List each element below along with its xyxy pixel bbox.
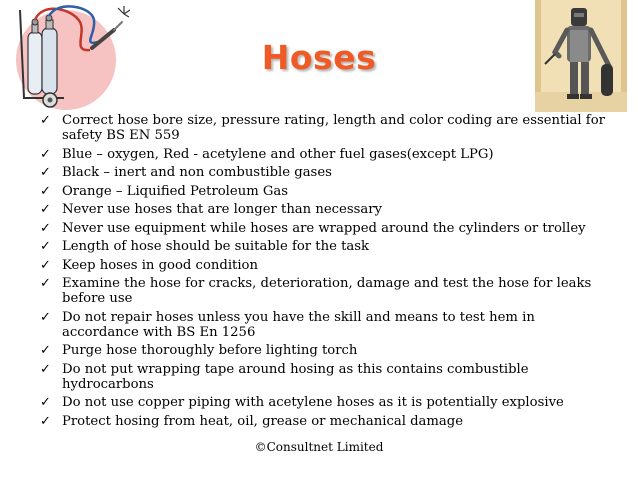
bullet-text: Never use hoses that are longer than necessary <box>62 202 382 217</box>
slide-title: Hoses <box>261 38 377 77</box>
list-item <box>40 362 615 392</box>
list-item <box>40 414 615 429</box>
checkmark-icon: ✓ <box>40 276 51 291</box>
checkmark-icon: ✓ <box>40 146 51 162</box>
bullet-text: Length of hose should be suitable for the task <box>62 239 369 254</box>
bullet-text: Do not use copper piping with acetylene hoses as it is potentially explosive <box>62 395 564 410</box>
bullet-text: Blue – oxygen, Red - acetylene and other fuel gases(except LPG) <box>62 146 494 162</box>
checkmark-icon: ✓ <box>40 113 51 128</box>
list-item <box>40 184 615 199</box>
list-item <box>40 310 615 340</box>
checkmark-icon: ✓ <box>40 361 51 377</box>
bullet-text: Never use equipment while hoses are wrapped around the cylinders or trolley <box>62 220 586 236</box>
checkmark-icon: ✓ <box>40 309 51 325</box>
checkmark-icon: ✓ <box>40 165 51 180</box>
footer-copyright: ©Consultnet Limited <box>254 440 384 454</box>
checkmark-icon: ✓ <box>40 183 51 199</box>
list-item <box>40 258 615 273</box>
checkmark-icon: ✓ <box>40 413 51 429</box>
bullet-text: Do not put wrapping tape around hosing as this contains combustible hydrocarbons <box>62 361 529 392</box>
list-item <box>40 395 615 410</box>
list-item <box>40 276 615 306</box>
list-item <box>40 147 615 162</box>
list-item <box>40 165 615 180</box>
bullet-text: Black – inert and non combustible gases <box>62 165 332 180</box>
checkmark-icon: ✓ <box>40 202 51 217</box>
bullet-text: Do not repair hoses unless you have the skill and means to test hem in accordance with BS En 1256 <box>62 309 535 340</box>
bullet-text: Keep hoses in good condition <box>62 257 258 273</box>
bullet-text: Examine the hose for cracks, deterioration, damage and test the hose for leaks before use <box>62 276 592 306</box>
bullet-text: Orange – Liquified Petroleum Gas <box>62 183 289 199</box>
list-item <box>40 221 615 236</box>
checkmark-icon: ✓ <box>40 343 51 358</box>
bullet-text: Protect hosing from heat, oil, grease or mechanical damage <box>62 413 464 429</box>
list-item <box>40 343 615 358</box>
bullet-text: Correct hose bore size, pressure rating, length and color coding are essential for safety BS EN 559 <box>62 113 605 143</box>
list-item <box>40 239 615 254</box>
bullet-list <box>40 113 615 432</box>
list-item <box>40 202 615 217</box>
bullet-text: Purge hose thoroughly before lighting torch <box>62 343 358 358</box>
checkmark-icon: ✓ <box>40 239 51 254</box>
checkmark-icon: ✓ <box>40 220 51 236</box>
list-item <box>40 113 615 143</box>
checkmark-icon: ✓ <box>40 395 51 410</box>
checkmark-icon: ✓ <box>40 257 51 273</box>
